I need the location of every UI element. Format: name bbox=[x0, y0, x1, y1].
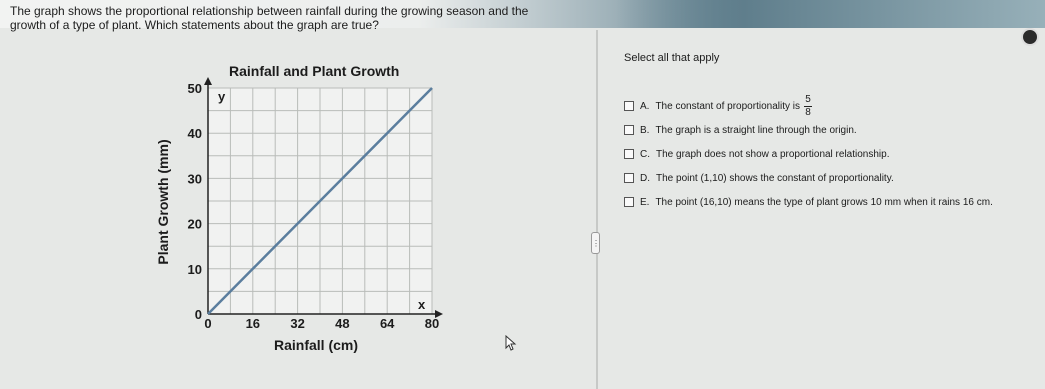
option-a-fraction bbox=[804, 95, 812, 118]
y-axis-letter: y bbox=[218, 89, 226, 104]
instruction-text: Select all that apply bbox=[624, 52, 720, 64]
pane-resize-handle[interactable]: ⋮ bbox=[591, 232, 600, 254]
option-d[interactable] bbox=[624, 166, 993, 190]
option-c-text: The graph does not show a proportional relationship. bbox=[656, 148, 890, 160]
x-tick-label: 48 bbox=[335, 316, 350, 331]
x-tick-label: 64 bbox=[379, 316, 395, 331]
x-tick-label: 32 bbox=[290, 316, 305, 331]
y-tick-label: 30 bbox=[187, 171, 202, 187]
option-a-letter: A. bbox=[640, 100, 650, 112]
x-tick-label: 16 bbox=[245, 316, 261, 331]
y-axis-arrow bbox=[204, 77, 212, 85]
option-b[interactable] bbox=[624, 118, 993, 142]
y-tick-label: 0 bbox=[194, 307, 202, 322]
option-e-checkbox[interactable] bbox=[624, 197, 634, 207]
option-c[interactable] bbox=[624, 142, 993, 166]
x-axis-letter: x bbox=[418, 297, 426, 312]
y-tick-label: 10 bbox=[187, 261, 202, 277]
option-c-letter: C. bbox=[640, 148, 650, 160]
answer-options bbox=[624, 94, 993, 214]
fraction-numerator: 5 bbox=[805, 93, 811, 105]
y-tick-label: 50 bbox=[187, 81, 202, 96]
option-e-letter: E. bbox=[640, 196, 650, 208]
option-a-text: The constant of proportionality is bbox=[655, 100, 800, 112]
option-a[interactable] bbox=[624, 94, 993, 118]
option-c-checkbox[interactable] bbox=[624, 149, 634, 159]
x-axis-label: Rainfall (cm) bbox=[273, 337, 359, 353]
x-tick-label: 0 bbox=[204, 316, 212, 331]
y-tick-label: 20 bbox=[187, 216, 202, 232]
option-b-text: The graph is a straight line through the origin. bbox=[655, 124, 857, 136]
question-line-2: growth of a type of plant. Which statements about the graph are true? bbox=[10, 18, 379, 32]
help-circle-icon[interactable] bbox=[1021, 28, 1039, 46]
option-e[interactable] bbox=[624, 190, 993, 214]
option-b-checkbox[interactable] bbox=[624, 125, 634, 135]
option-d-text: The point (1,10) shows the constant of proportionality. bbox=[656, 172, 894, 184]
option-d-letter: D. bbox=[640, 172, 650, 184]
option-e-text: The point (16,10) means the type of plant grows 10 mm when it rains 16 cm. bbox=[655, 196, 993, 208]
fraction-denominator: 8 bbox=[805, 106, 811, 118]
chart-title: Rainfall and Plant Growth bbox=[229, 63, 400, 79]
option-b-letter: B. bbox=[640, 124, 650, 136]
x-tick-label: 80 bbox=[424, 316, 440, 331]
option-a-checkbox[interactable] bbox=[624, 101, 634, 111]
option-d-checkbox[interactable] bbox=[624, 173, 634, 183]
y-axis-label: Plant Growth (mm) bbox=[155, 139, 171, 265]
y-tick-label: 40 bbox=[187, 126, 202, 142]
top-bar-accent bbox=[615, 0, 1045, 28]
question-line-1: The graph shows the proportional relationship between rainfall during the growing season and the bbox=[10, 4, 529, 18]
pane-divider bbox=[596, 30, 598, 389]
mouse-pointer-icon bbox=[505, 335, 517, 351]
